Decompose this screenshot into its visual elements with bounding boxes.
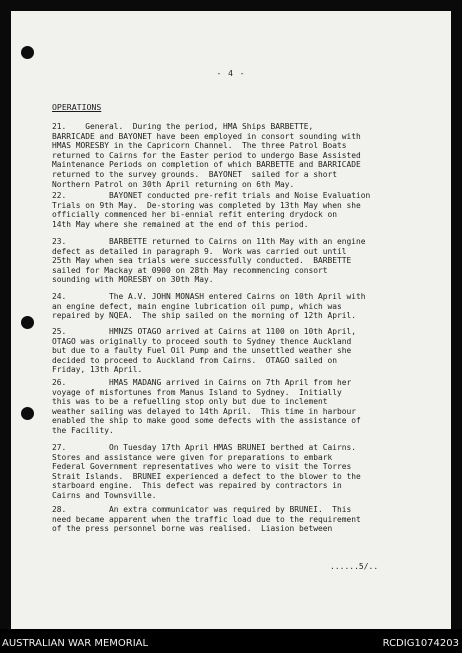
paragraph-28: 28. An extra communicator was required by BRUNEI. This need became apparent when the traffic load due to the requirement of the press personnel borne was realised. Liasion between [52,505,361,534]
page-number: - 4 - [216,69,246,78]
punch-hole [21,407,34,420]
paragraph-27: 27. On Tuesday 17th April HMAS BRUNEI berthed at Cairns. Stores and assistance were given for preparations to embark Federal Government representatives who were to visit the Torres Strait Islands. BRUNEI experienced a defect to the blower to the starboard engine. This defect was repaired by contractors in Cairns and Townsville. [52,443,361,500]
continuation-marker: ......5/.. [330,562,379,571]
punch-hole [21,316,34,329]
paragraph-25: 25. HMNZS OTAGO arrived at Cairns at 1100 on 10th April, OTAGO was originally to proceed south to Sydney thence Auckland but due to a faulty Fuel Oil Pump and the unsettled weather she decided to proceed to Auckland from Cairns. OTAGO sailed on Friday, 13th April. [52,327,357,375]
archive-source: AUSTRALIAN WAR MEMORIAL [2,638,149,649]
section-heading: OPERATIONS [52,102,102,112]
paragraph-21: 21. General. During the period, HMA Ships BARBETTE, BARRICADE and BAYONET have been employed in consort sounding with HMAS MORESBY in the Capricorn Channel. The three Patrol Boats returned to Cairns for the Easter period to undergo Base Assisted Maintenance Periods on completion of which BARBETTE and BARRICADE returned to the survey grounds. BAYONET sailed for a short Northern Patrol on 30th April returning on 6th May. [52,122,361,189]
paragraph-22: 22. BAYONET conducted pre-refit trials and Noise Evaluation Trials on 9th May. De-storing was completed by 13th May when she officially commenced her bi-ennial refit entering drydock on 14th May where she remained at the end of this period. [52,191,371,229]
punch-hole [21,46,34,59]
paragraph-23: 23. BARBETTE returned to Cairns on 11th May with an engine defect as detailed in paragraph 9. Work was carried out until 25th May when sea trials were successfully conducted. BARBETTE sailed for Mackay at 0900 on 28th May recommencing consort sounding with MORESBY on 30th May. [52,237,366,285]
archive-footer [0,629,462,653]
paragraph-26: 26. HMAS MADANG arrived in Cairns on 7th April from her voyage of misfortunes from Manus Island to Sydney. Initially this was to be a refuelling stop only but due to inclement weather sailing was delayed to 14th April. This time in harbour enabled the ship to make good some defects with the assistance of the Facility. [52,378,361,435]
paragraph-24: 24. The A.V. JOHN MONASH entered Cairns on 10th April with an engine defect, main engine lubrication oil pump, which was repaired by NQEA. The ship sailed on the morning of 12th April. [52,292,366,321]
record-id: RCDIG1074203 [382,638,459,649]
